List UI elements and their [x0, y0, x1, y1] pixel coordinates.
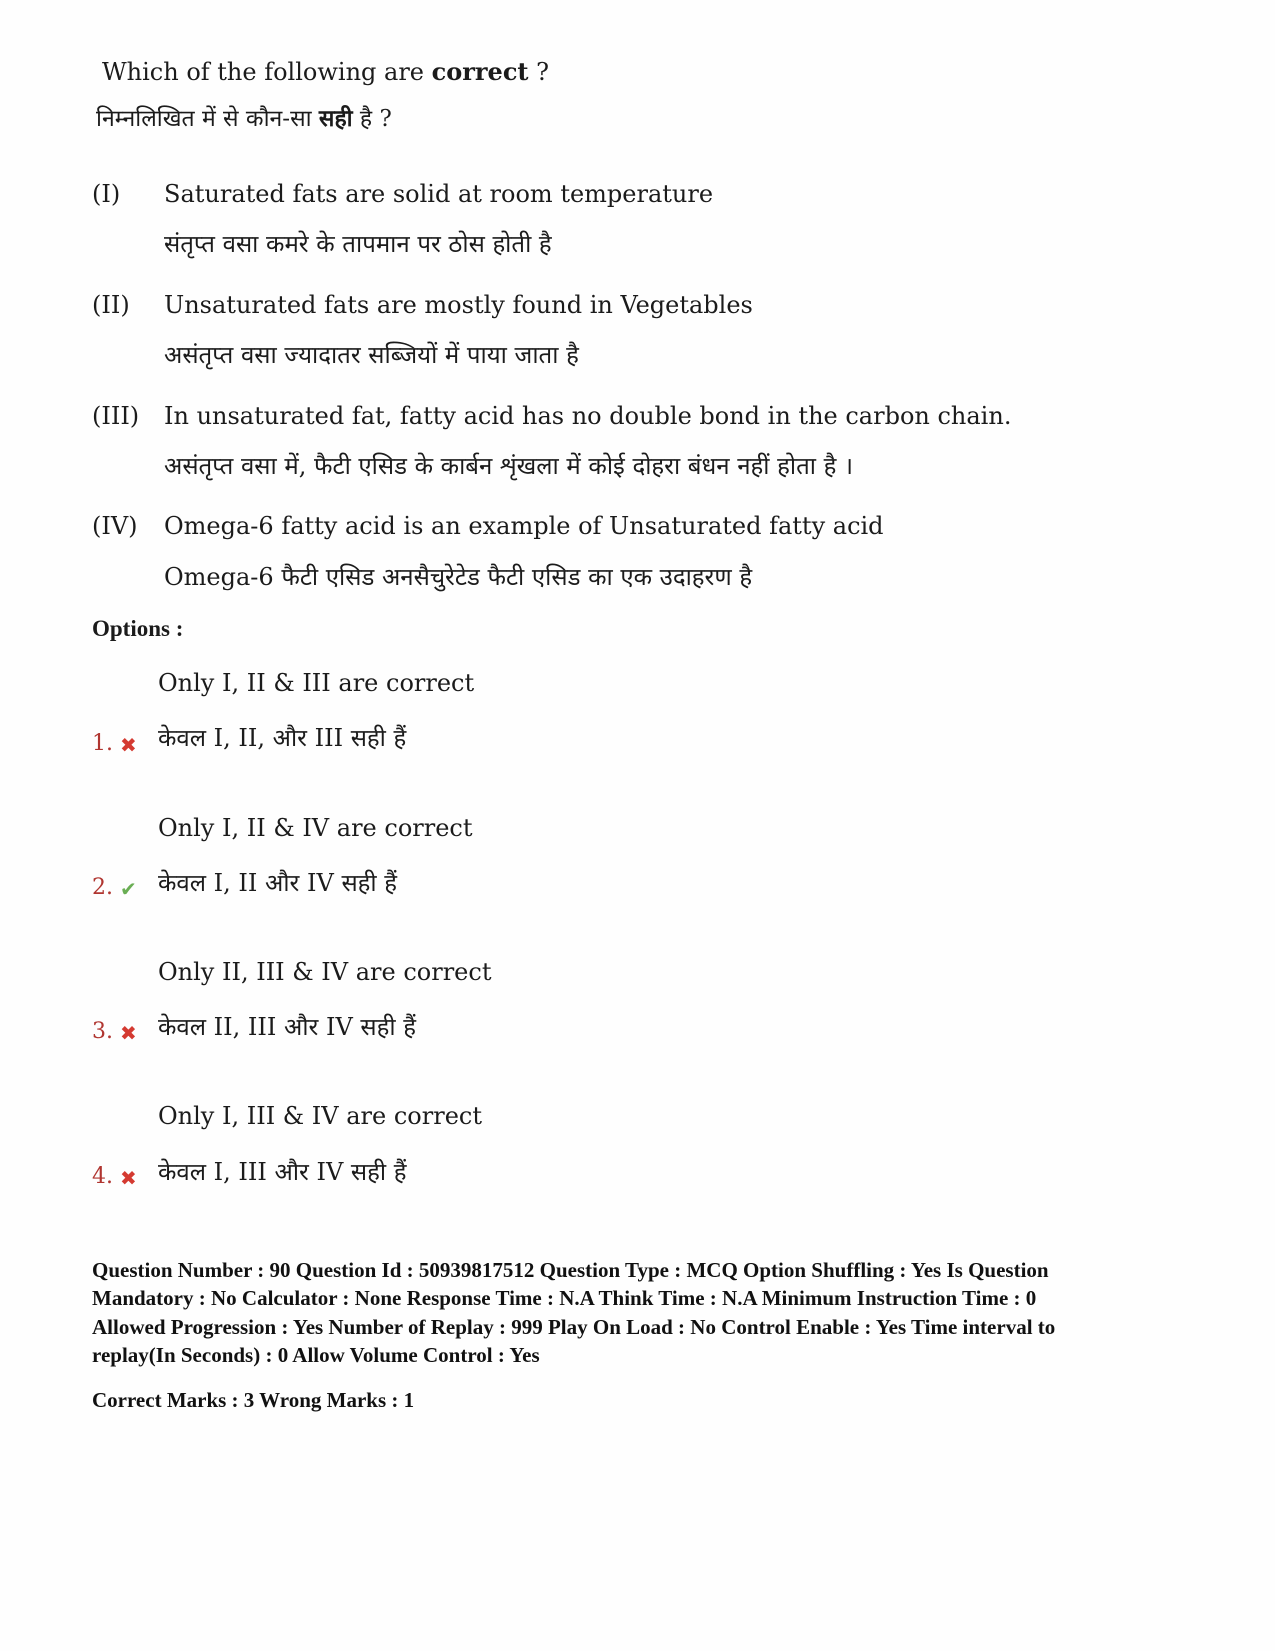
option-1-text	[158, 656, 474, 766]
option-2-text	[158, 801, 473, 911]
statement-1-en: Saturated fats are solid at room temperature	[164, 180, 714, 209]
option-1-hi: केवल I, II, और III सही हैं	[158, 724, 407, 753]
option-2-gutter	[92, 801, 158, 911]
question-prompt-hi-suffix: है ?	[352, 106, 392, 133]
option-3-hi: केवल II, III और IV सही हैं	[158, 1013, 416, 1042]
cross-icon: ✖	[120, 1021, 137, 1046]
statement-1	[92, 169, 1185, 270]
statement-1-text	[164, 169, 713, 270]
question-metadata-text: Question Number : 90 Question Id : 50939817512 Question Type : MCQ Option Shuffling : Yes Is Question Mandatory : No Calculator : None Response Time : N.A Think Time : N.A Minimum Instruction Time : 0 Allowed Progression : Yes Number of Replay : 999 Play On Load : No Control Enable : Yes Time interval to replay(In Seconds) : 0 Allow Volume Control : Yes	[92, 1257, 1056, 1368]
option-2-number: 2.	[92, 874, 113, 900]
question-prompt-hi	[96, 104, 1185, 135]
option-3	[92, 945, 1185, 1055]
option-4-gutter	[92, 1089, 158, 1199]
question-prompt-hi-prefix: निम्नलिखित में से कौन-सा	[96, 106, 319, 133]
option-4-hi: केवल I, III और IV सही हैं	[158, 1157, 407, 1186]
question-metadata-footer	[92, 1256, 1185, 1415]
option-1-en: Only I, II & III are correct	[158, 669, 475, 698]
statement-1-label: (I)	[92, 180, 121, 209]
option-1-gutter	[92, 656, 158, 766]
question-prompt-en	[102, 56, 1185, 88]
question-prompt-en-bold: correct	[431, 57, 529, 86]
cross-icon: ✖	[120, 1165, 137, 1190]
statement-1-hi: संतृप्त वसा कमरे के तापमान पर ठोस होती है	[164, 230, 552, 259]
option-1-number: 1.	[92, 730, 113, 756]
question-prompt-en-suffix: ?	[528, 58, 550, 86]
option-3-text	[158, 945, 491, 1055]
statement-4-hi: Omega-6 फैटी एसिड अनसैचुरेटेड फैटी एसिड का एक उदाहरण है	[164, 562, 753, 591]
statement-3	[92, 391, 1185, 492]
option-2-hi: केवल I, II और IV सही हैं	[158, 868, 397, 897]
statement-2-text	[164, 280, 753, 381]
option-4-number: 4.	[92, 1163, 113, 1189]
statement-4-text	[164, 501, 884, 602]
statement-2-en: Unsaturated fats are mostly found in Vegetables	[164, 290, 753, 319]
statement-4-label: (IV)	[92, 512, 138, 541]
question-prompt-hi-bold: सही	[318, 105, 353, 133]
statement-3-en: In unsaturated fat, fatty acid has no double bond in the carbon chain.	[164, 401, 1012, 430]
cross-icon: ✖	[120, 732, 137, 757]
statement-2	[92, 280, 1185, 381]
statement-2-label: (II)	[92, 290, 130, 319]
question-prompt-en-prefix: Which of the following are	[102, 58, 432, 86]
statement-3-text	[164, 391, 1011, 492]
marks-line: Correct Marks : 3 Wrong Marks : 1	[92, 1387, 415, 1412]
option-1	[92, 656, 1185, 766]
option-4-text	[158, 1089, 482, 1199]
option-3-number: 3.	[92, 1019, 113, 1045]
statement-4	[92, 501, 1185, 602]
option-4-en: Only I, III & IV are correct	[158, 1102, 482, 1131]
option-2-en: Only I, II & IV are correct	[158, 813, 473, 842]
option-3-en: Only II, III & IV are correct	[158, 957, 492, 986]
statement-3-hi: असंतृप्त वसा में, फैटी एसिड के कार्बन शृंखला में कोई दोहरा बंधन नहीं होता है ।	[164, 452, 854, 481]
option-2	[92, 801, 1185, 911]
statement-4-en: Omega-6 fatty acid is an example of Unsaturated fatty acid	[164, 512, 884, 541]
statement-3-label: (III)	[92, 401, 140, 430]
options-list	[92, 656, 1185, 1200]
options-heading: Options :	[92, 616, 184, 642]
statements-list	[92, 169, 1185, 602]
check-icon: ✔	[120, 876, 137, 901]
option-4	[92, 1089, 1185, 1199]
statement-2-hi: असंतृप्त वसा ज्यादातर सब्जियों में पाया जाता है	[164, 341, 579, 370]
option-3-gutter	[92, 945, 158, 1055]
